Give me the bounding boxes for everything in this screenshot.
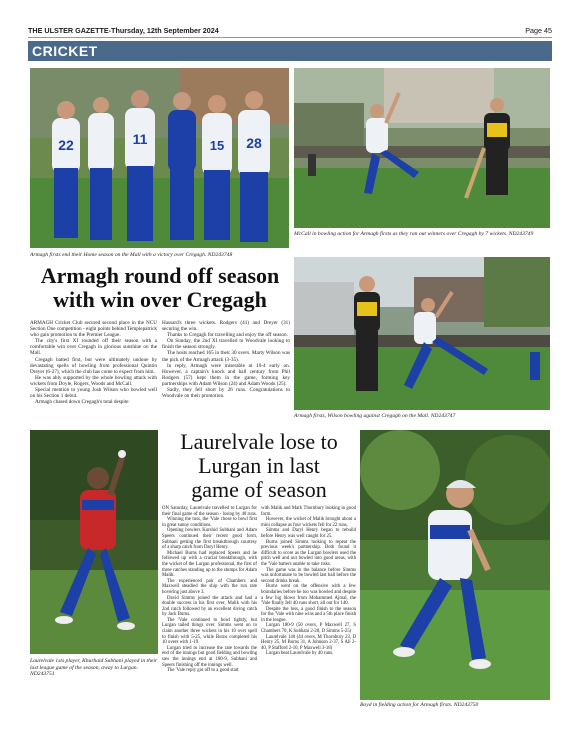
boyd-caption: Boyd in fielding action for Armagh firsts. ND243750 <box>360 702 479 708</box>
story2-headline-line2: Lurgan in last <box>198 453 320 478</box>
story2-column-2: with Malik and Mark Thornbury looking in good form. However, the wicket of Malik brought about a mini collapse as four wickets fell for 22 runs. Simms and Daryl Henry began to rebuild before Henry was well caught for 25. Burns joined Simms looking to repeat the previous week's partnership. Both found it difficult to score as the Lurgan bowlers used the pitch well and out bowled into good areas, with the 'Vale batters unable to take risks. The game was in the balance before Simms was unfortunate to be bowled last ball before the second drinks break. Burns went on the offensive with a few boundaries before he too was bowled and despite a few big blows from Mohammed Ajmal, the 'Vale finally fell 40 runs short, all out for 140. Despite the loss, a good finish to the season for the 'Vale with nine wins and a 5th place finish in the league. Lurgan 180-9 (50 overs, P Maxwell 27, S Chambers 70, K Subhani 2-28, D Simms 5-25) Laurelvale 140 (44 overs, M Thornbury 23, D Henry 25, M Burns 31, A Johnson 2-37, S Ali 2-40, P Stafford 2-10, P Maxwell 3-18) Lurgan beat Laurelvale by 40 runs. <box>261 506 356 657</box>
player-number: 28 <box>246 135 262 151</box>
team-photo <box>30 68 289 248</box>
page-number: Page 45 <box>525 26 552 35</box>
story1-column-1: ARMAGH Cricket Club secured second place in the NCU Section One competition - eight points behind Templepatrick who gain promotion to the Premier League. The city's first XI rounded off their season with a comfortable win over Cregagh in glorious sunshine on the Mall. Cregagh batted first, but were ultimately undone by devastating spells of bowling from professional Quintin Dreyer (6-27), which the club has come to expect from him. He was ably supported by the whole bowling attack with wickets from Doyle, Rogers, Woods and McCall. Special mention to young Josh Wilson who bowled well on his Section 1 debut. Armagh chased down Cregagh's total despite <box>30 320 157 406</box>
player-number: 15 <box>209 138 225 153</box>
bowling-top-caption: McCall in bowling action for Armagh firsts as they ran out winners over Cregagh by 7 wickets. ND243749 <box>294 231 534 237</box>
player-number: 22 <box>58 137 74 153</box>
story1-column-2: Hassard's three wickets. Rodgers (41) and Dreyer (31) securing the win. Thanks to Cregagh for travelling and enjoy the off season. On Sunday, the 2nd XI travelled to Woodvale looking to finish the season strongly. The hosts reached 165 in their 30 overs. Marty Wilson was the pick of the Armagh attack (3-35). In reply, Armagh were miserable at 10-4 early on. However, a captain's knock and ball century from Phil Rodgers (57) kept them in the game, forming key partnerships with Adam Wilson (24) and Adam Woods (25). Sadly, they fell short by 26 runs. Congratulations to Woodvale on their promotion. <box>162 320 290 400</box>
section-title: CRICKET <box>32 43 98 59</box>
story2-headline-line3: game of season <box>191 477 327 502</box>
story1-headline <box>28 264 292 312</box>
masthead <box>28 26 552 38</box>
player-number: 11 <box>132 131 148 147</box>
publication-line: THE ULSTER GAZETTE-Thursday, 12th September 2024 <box>28 26 219 35</box>
story2-column-1: ON Saturday, Laurelvale travelled to Lurgan for their final game of the season - losing by 40 runs. Winning the toss, the 'Vale chose to bowl first in great sunny conditions. Opening bowlers Kurshid Subhani and Adam Speers continued their recent good form, Subhani getting the first breakthrough courtesy of a sharp catch from Daryl Henry. Michael Burns had replaced Speers and he followed up with a crucial breakthrough, with the wicket of the Lurgan professional, the first of three catches standing up to the stumps for Adam Malik. The experienced pair of Chambers and Maxwell steadied the ship with the run rate hovering just above 3. David Simms joined the attack and had a double success in his first over, Malik with his 2nd catch followed by an excellent diving catch by Jack Burns. The 'Vale continued to bowl tightly, but Lurgan tailed things over. Simms went on to claim another three wickets in his 10 over spell to finish with 5-25, while Burns completed his 10 overs with 1-19. Lurgan tried to increase the rate towards the end of the innings but good fielding and bowling saw the innings end at 180-9, Subhani and Speers finishing off the innings well. The 'Vale reply got off to a good start <box>162 506 257 674</box>
bowling-photo-mid <box>294 257 550 410</box>
section-bar <box>28 41 552 61</box>
bowling-photo-top <box>294 68 550 228</box>
boyd-photo <box>360 430 550 700</box>
team-photo-caption: Armagh firsts end their Home season on the Mall with a victory over Cregagh. ND243748 <box>30 252 233 258</box>
laurelvale-caption: Laurelvale 1sts player, Khurhaid Subhani played in their last league game of the season, away to Lurgan. ND243751 <box>30 658 158 678</box>
bowling-mid-caption: Armagh firsts, Wilson bowling against Cregagh on the Mall. ND243747 <box>294 413 456 419</box>
story2-headline-line1: Laurelvale lose to <box>180 429 338 454</box>
story2-headline <box>161 430 357 502</box>
story1-headline-line2: with win over Cregagh <box>53 287 267 312</box>
laurelvale-photo <box>30 430 158 654</box>
story1-headline-line1: Armagh round off season <box>40 263 280 288</box>
